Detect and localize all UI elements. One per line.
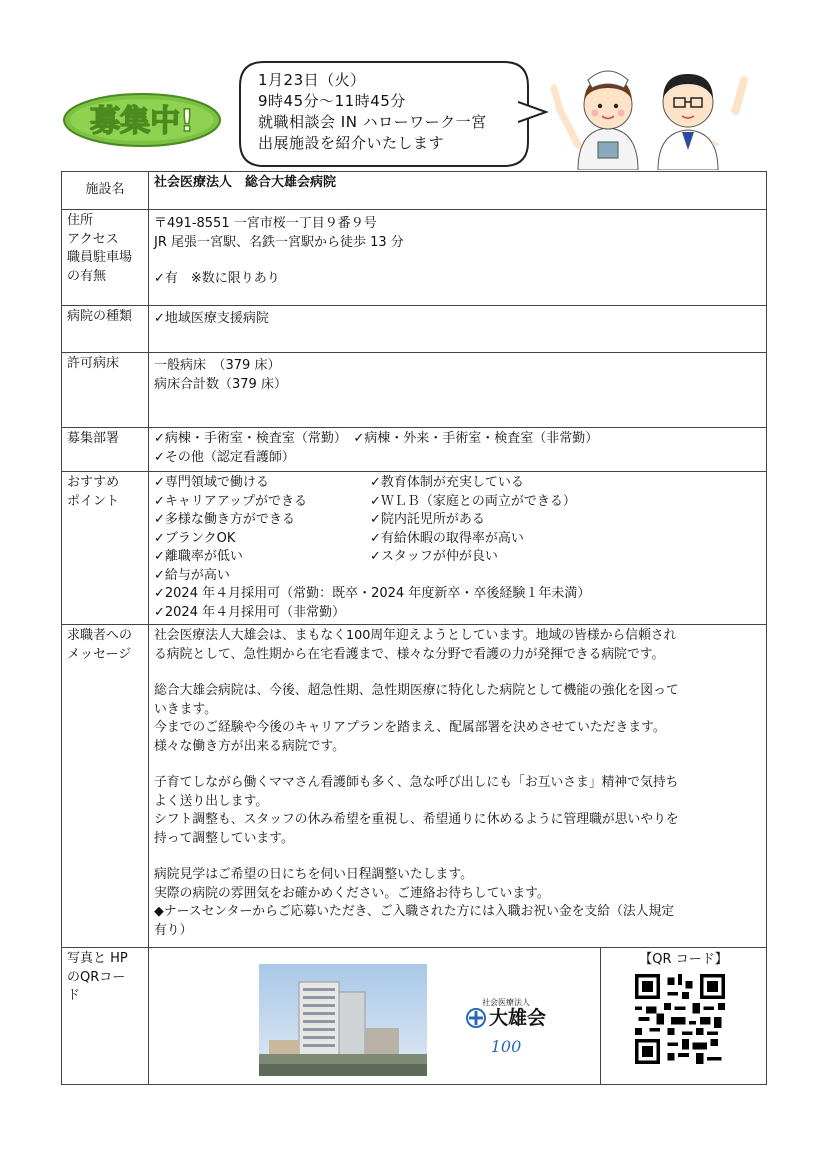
label-line: 職員駐車場 <box>67 250 133 265</box>
qr-area <box>601 948 766 1084</box>
label-line: 求職者への <box>67 628 133 643</box>
label-departments: 募集部署 <box>62 428 149 472</box>
event-note: 出展施設を紹介いたします <box>258 134 445 152</box>
message-line: ◆ナースセンターからご応募いただき、ご入職された方には入職お祝い金を支給（法人規定 <box>154 904 675 919</box>
point-item: ✓離職率が低い <box>154 549 243 564</box>
doctor-figure <box>658 74 744 170</box>
nurse-figure <box>554 71 638 170</box>
label-line: 住所 <box>67 213 94 228</box>
message-line: 社会医療法人大雄会は、まもなく100周年迎えようとしています。地域の皆様から信頼され <box>154 628 677 643</box>
badge-text: 募集中! <box>90 104 194 139</box>
beds-total: 病床合計数（379 床） <box>154 376 287 392</box>
point-item: ✓給与が高い <box>154 567 230 583</box>
hospital-building-photo <box>259 964 427 1076</box>
message-line: 今までのご経験や今後のキャリアプランを踏まえ、配属部署を決めさせていただきます。 <box>154 720 666 735</box>
point-item: ✓専門領域で働ける <box>154 475 269 490</box>
label-facility-name: 施設名 <box>62 172 149 210</box>
point-item: ✓2024 年４月採用可（常勤：既卒・2024 年度新卒・卒後経験１年未満） <box>154 586 591 601</box>
event-info <box>258 70 487 154</box>
parking-line: ✓有 ※数に限りあり <box>154 271 280 286</box>
label-line: メッセージ <box>67 646 132 662</box>
label-address <box>62 210 149 306</box>
label-line: ド <box>67 988 81 1003</box>
value-hospital-type: ✓地域医療支援病院 <box>149 306 767 353</box>
row-points <box>62 472 767 625</box>
row-message <box>62 625 767 948</box>
facility-info-table <box>61 171 767 1085</box>
point-item: ✓院内託児所がある <box>370 512 485 527</box>
event-date: 1月23日（火） <box>258 71 366 89</box>
row-photo-qr <box>62 948 767 1085</box>
point-item: ✓スタッフが仲が良い <box>370 549 498 564</box>
label-hospital-type: 病院の種類 <box>62 306 149 353</box>
logo-100-anniversary: 100 <box>490 1037 522 1056</box>
message-line: る病院として、急性期から在宅看護まで、様々な分野で看護の力が発揮できる病院です。 <box>154 646 665 662</box>
departments-line: ✓病棟・手術室・検査室（常勤） ✓病棟・外来・手術室・検査室（非常勤） <box>154 431 599 446</box>
value-message <box>149 625 767 948</box>
photo-area <box>149 948 601 1084</box>
qr-title: 【QR コード】 <box>639 952 728 967</box>
logo-name: 大雄会 <box>488 1006 546 1029</box>
label-line: の有無 <box>67 268 107 284</box>
value-departments <box>149 428 767 472</box>
label-line: アクセス <box>67 231 119 247</box>
label-line: のQRコー <box>67 969 126 985</box>
point-item: ✓2024 年４月採用可（非常勤） <box>154 604 346 620</box>
logo-small-text: 社会医療法人 <box>482 998 530 1007</box>
nurse-doctor-illustration <box>548 50 758 170</box>
value-points <box>149 472 767 625</box>
event-time: 9時45分〜11時45分 <box>258 92 406 110</box>
message-line: 実際の病院の雰囲気をお確かめください。ご連絡お待ちしています。 <box>154 885 550 901</box>
value-facility-name: 社会医療法人 総合大雄会病院 <box>149 172 767 210</box>
message-line: 持って調整しています。 <box>154 830 294 846</box>
photo-and-qr-cell <box>149 948 767 1085</box>
label-photo-qr <box>62 948 149 1085</box>
label-line: 写真と HP <box>67 951 128 966</box>
point-item: ✓多様な働き方ができる <box>154 512 295 527</box>
bubble-tail <box>518 100 548 124</box>
address-line: 〒491-8551 一宮市桜一丁目９番９号 <box>154 216 377 231</box>
row-address <box>62 210 767 306</box>
row-beds <box>62 353 767 428</box>
point-item: ✓有給休暇の取得率が高い <box>370 530 524 546</box>
point-item: ✓教育体制が充実している <box>370 475 524 490</box>
row-departments <box>62 428 767 472</box>
row-hospital-type <box>62 306 767 353</box>
value-address <box>149 210 767 306</box>
message-line: 病院見学はご希望の日にちを伺い日程調整いたします。 <box>154 867 473 882</box>
label-line: おすすめ <box>67 475 120 490</box>
label-line: ポイント <box>67 493 120 509</box>
point-item: ✓ＷＬＢ（家庭との両立ができる） <box>370 493 576 509</box>
label-points <box>62 472 149 625</box>
value-beds <box>149 353 767 428</box>
row-facility-name <box>62 172 767 210</box>
label-message <box>62 625 149 948</box>
message-line: よく送り出します。 <box>154 793 269 809</box>
departments-line: ✓その他（認定看護師） <box>154 449 295 465</box>
event-title: 就職相談会 IN ハローワーク一宮 <box>258 113 487 131</box>
message-line: シフト調整も、スタッフの休み希望を重視し、希望通りに休めるように管理職が思いやりを <box>154 812 679 827</box>
message-line: 総合大雄会病院は、今後、超急性期、急性期医療に特化した病院として機能の強化を図って <box>154 683 679 698</box>
point-item: ✓キャリアアップができる <box>154 493 307 509</box>
cross-logo-icon <box>466 1008 486 1028</box>
message-line: 有り） <box>154 922 193 938</box>
point-item: ✓ブランクOK <box>154 530 236 546</box>
label-beds: 許可病床 <box>62 353 149 428</box>
message-line: 様々な働き方が出来る病院です。 <box>154 738 345 754</box>
message-line: 子育てしながら働くママさん看護師も多く、急な呼び出しにも「お互いさま」精神で気持ち <box>154 775 679 790</box>
beds-general: 一般病床 （379 床） <box>154 358 281 373</box>
qr-code-icon[interactable] <box>635 974 725 1064</box>
daiyukai-logo <box>461 998 551 1057</box>
recruiting-badge <box>62 88 222 148</box>
message-line: いきます。 <box>154 701 217 717</box>
access-line: JR 尾張一宮駅、名鉄一宮駅から徒歩 13 分 <box>154 234 404 250</box>
